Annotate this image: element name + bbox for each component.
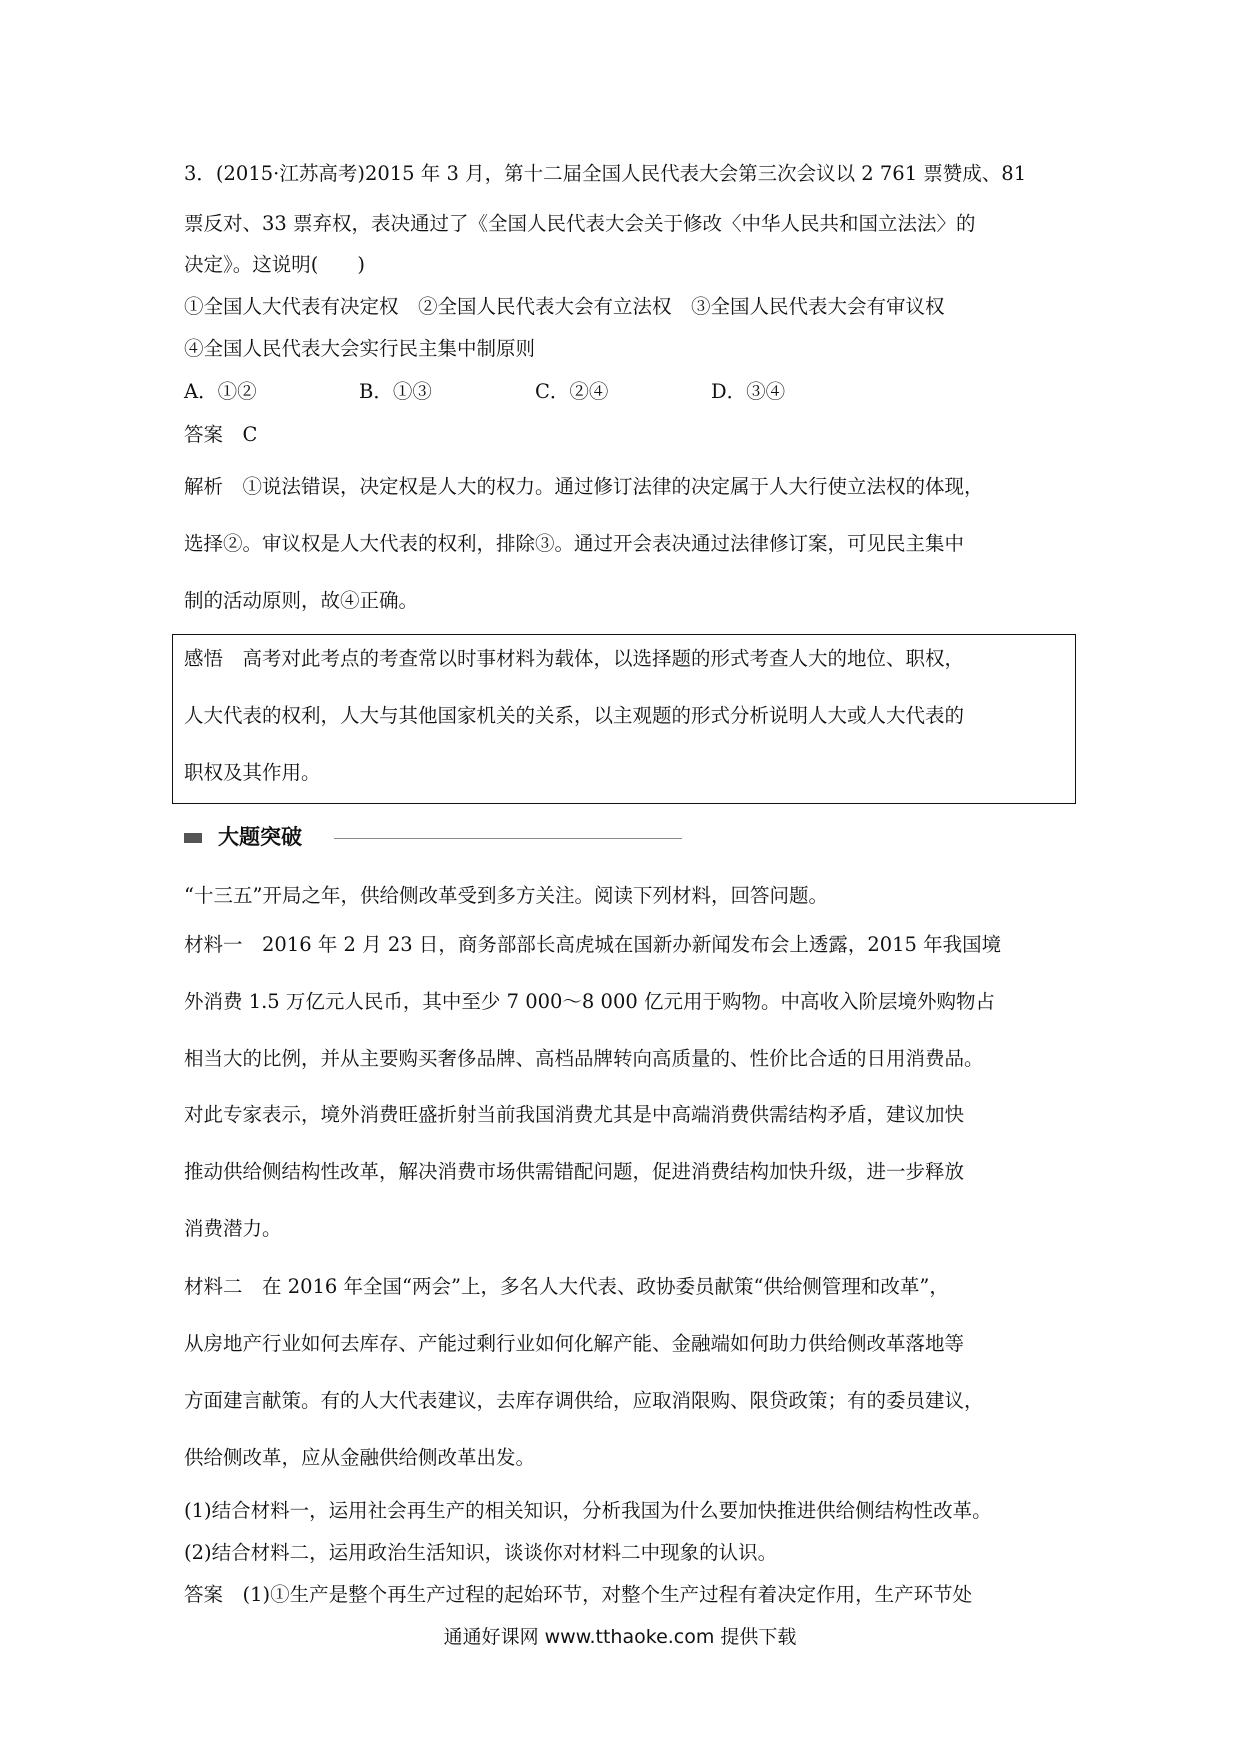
material-2-line-1: 材料二 在 2016 年全国“两会”上，多名人大代表、政协委员献策“供给侧管理和改革”，	[184, 1275, 949, 1298]
footer-credit: 通通好课网 www.tthaoke.com 提供下载	[443, 1626, 797, 1648]
section-title: 大题突破	[218, 825, 302, 849]
option-c: C．②④	[535, 380, 609, 403]
insight-line-3: 职权及其作用。	[184, 761, 321, 784]
question-stem-line-2: 票反对、33 票弃权，表决通过了《全国人民代表大会关于修改〈中华人民共和国立法法〉的	[184, 212, 976, 235]
analysis-line-2: 选择②。审议权是人大代表的权利，排除③。通过开会表决通过法律修订案，可见民主集中	[184, 532, 965, 555]
statements-line-1: ①全国人大代表有决定权 ②全国人民代表大会有立法权 ③全国人民代表大会有审议权	[184, 295, 945, 318]
major-answer: 答案 (1)①生产是整个再生产过程的起始环节，对整个生产过程有着决定作用，生产环节处	[184, 1583, 973, 1606]
question-stem-line-1: 3．(2015·江苏高考)2015 年 3 月，第十二届全国人民代表大会第三次会议以 2 761 票赞成、81	[184, 162, 1027, 185]
material-1-line-5: 推动供给侧结构性改革，解决消费市场供需错配问题，促进消费结构加快升级，进一步释放	[184, 1160, 965, 1183]
option-a: A．①②	[184, 380, 257, 403]
material-2-line-2: 从房地产行业如何去库存、产能过剩行业如何化解产能、金融端如何助力供给侧改革落地等	[184, 1332, 965, 1355]
option-b: B．①③	[359, 380, 432, 403]
option-d: D．③④	[711, 380, 786, 403]
material-2-line-4: 供给侧改革，应从金融供给侧改革出发。	[184, 1446, 536, 1469]
question-stem-line-3: 决定》。这说明( )	[184, 253, 365, 276]
analysis-line-3: 制的活动原则，故④正确。	[184, 589, 419, 612]
statements-line-2: ④全国人民代表大会实行民主集中制原则	[184, 337, 536, 360]
sub-question-1: (1)结合材料一，运用社会再生产的相关知识，分析我国为什么要加快推进供给侧结构性改革。	[184, 1499, 992, 1522]
major-intro: “十三五”开局之年，供给侧改革受到多方关注。阅读下列材料，回答问题。	[184, 884, 828, 907]
sub-question-2: (2)结合材料二，运用政治生活知识，谈谈你对材料二中现象的认识。	[184, 1541, 778, 1564]
insight-line-1: 感悟 高考对此考点的考查常以时事材料为载体，以选择题的形式考查人大的地位、职权，	[184, 647, 965, 670]
answer-label: 答案 C	[184, 423, 258, 446]
major-question	[184, 0, 1064, 1620]
analysis-line-1: 解析 ①说法错误，决定权是人大的权力。通过修订法律的决定属于人大行使立法权的体现，	[184, 475, 984, 498]
material-1-line-1: 材料一 2016 年 2 月 23 日，商务部部长高虎城在国新办新闻发布会上透露，2015 年我国境	[184, 933, 1002, 956]
material-1-line-2: 外消费 1.5 万亿元人民币，其中至少 7 000～8 000 亿元用于购物。中高收入阶层境外购物占	[184, 990, 995, 1013]
material-2-line-3: 方面建言献策。有的人大代表建议，去库存调供给，应取消限购、限贷政策；有的委员建议，	[184, 1389, 984, 1412]
material-1-line-4: 对此专家表示，境外消费旺盛折射当前我国消费尤其是中高端消费供需结构矛盾，建议加快	[184, 1103, 965, 1126]
material-1-line-6: 消费潜力。	[184, 1217, 282, 1240]
material-1-line-3: 相当大的比例，并从主要购买奢侈品牌、高档品牌转向高质量的、性价比合适的日用消费品。	[184, 1047, 984, 1070]
insight-line-2: 人大代表的权利，人大与其他国家机关的关系，以主观题的形式分析说明人大或人大代表的	[184, 704, 965, 727]
